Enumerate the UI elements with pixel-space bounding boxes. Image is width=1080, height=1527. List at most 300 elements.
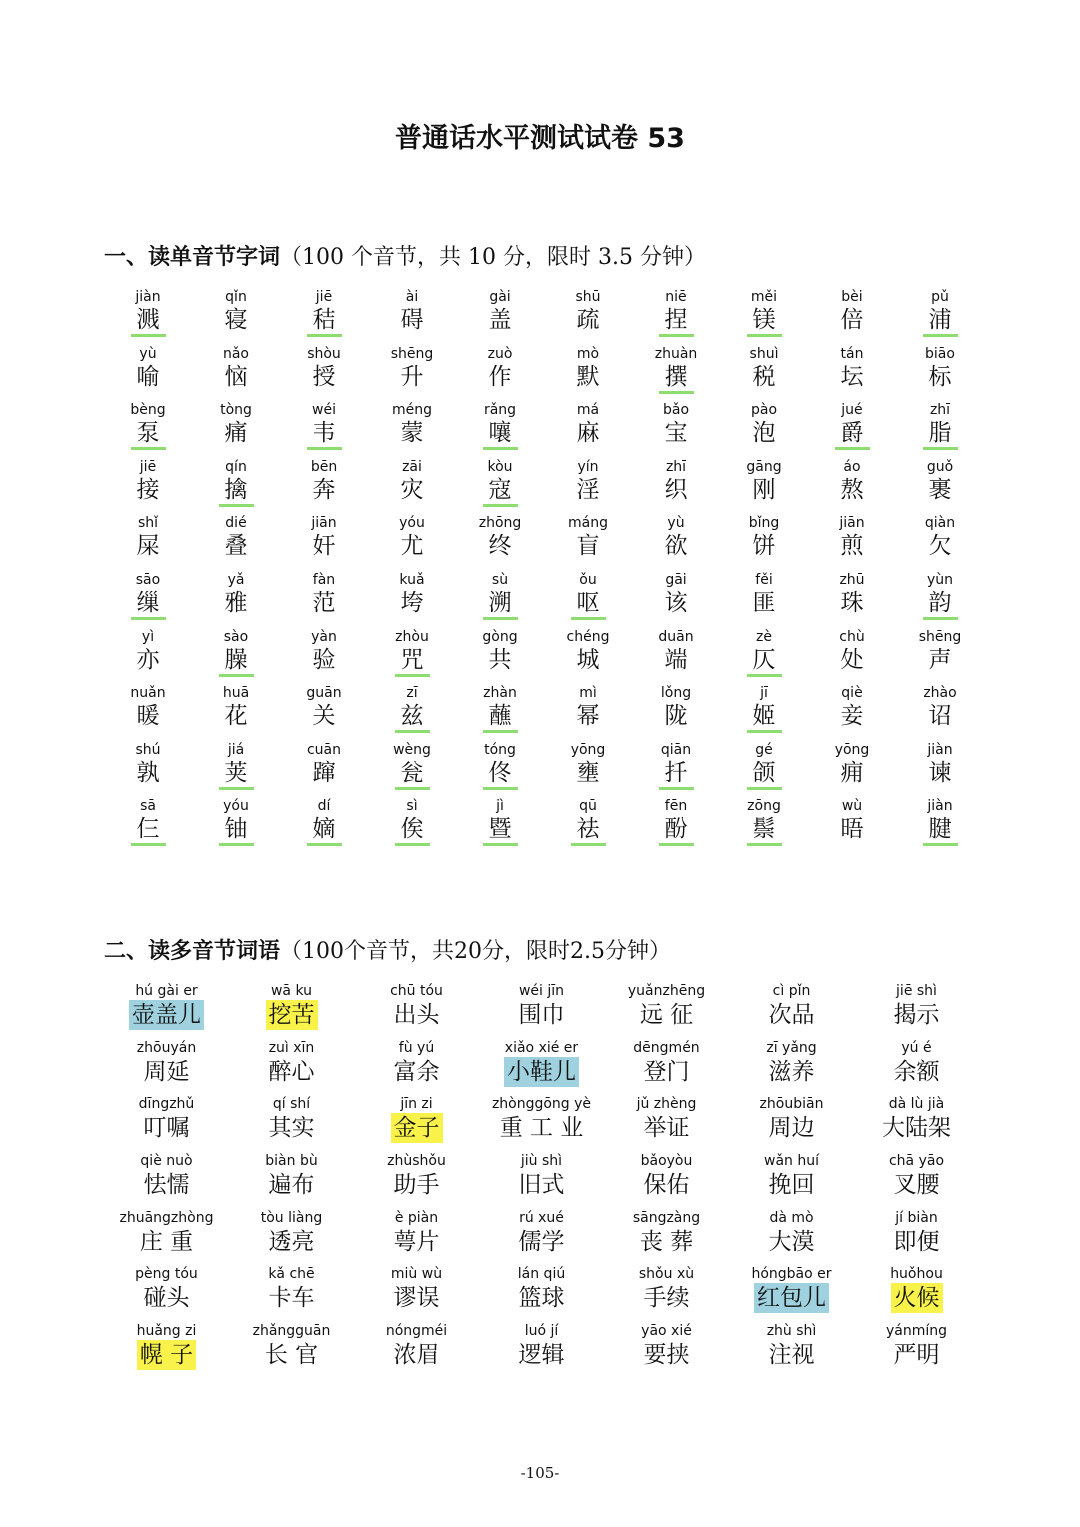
pinyin: chéng bbox=[566, 628, 610, 645]
char-cell bbox=[896, 401, 984, 458]
pinyin: wǎn huí bbox=[764, 1153, 819, 1170]
char-cell bbox=[808, 684, 896, 741]
pinyin: gāi bbox=[665, 571, 687, 588]
hanzi: 喻 bbox=[136, 363, 160, 390]
pinyin: qiè nuò bbox=[140, 1153, 193, 1170]
hanzi: 俟 bbox=[395, 815, 430, 846]
pinyin: dēngmén bbox=[633, 1039, 700, 1056]
char-cell bbox=[632, 571, 720, 628]
pinyin: yuǎnzhēng bbox=[627, 983, 706, 999]
word-cell bbox=[229, 1152, 354, 1209]
hanzi: 验 bbox=[312, 646, 336, 673]
pinyin: jiān bbox=[839, 515, 865, 532]
word: 出头 bbox=[393, 1002, 440, 1028]
word: 遍布 bbox=[268, 1172, 315, 1199]
word: 围巾 bbox=[518, 1002, 565, 1028]
hanzi: 亦 bbox=[136, 646, 160, 673]
word-cell bbox=[354, 1039, 479, 1096]
hanzi: 呕 bbox=[571, 589, 606, 620]
pinyin: hóngbāo er bbox=[751, 1266, 832, 1283]
word-row bbox=[104, 1322, 979, 1379]
hanzi: 倍 bbox=[840, 307, 864, 333]
char-row bbox=[104, 684, 984, 741]
char-cell bbox=[456, 797, 544, 854]
word-cell bbox=[354, 982, 479, 1039]
pinyin: jiàn bbox=[927, 798, 953, 815]
pinyin: shǒu xù bbox=[638, 1266, 695, 1283]
hanzi: 秸 bbox=[307, 306, 342, 337]
hanzi: 泵 bbox=[131, 419, 166, 450]
pinyin: jiān bbox=[311, 515, 337, 532]
word-cell bbox=[479, 1152, 604, 1209]
word-cell bbox=[229, 1265, 354, 1322]
char-cell bbox=[632, 345, 720, 402]
char-cell bbox=[632, 684, 720, 741]
char-cell bbox=[104, 514, 192, 571]
char-row bbox=[104, 458, 984, 515]
char-cell bbox=[632, 628, 720, 685]
section1-heading bbox=[104, 240, 706, 271]
word-cell bbox=[854, 1209, 979, 1266]
hanzi: 匪 bbox=[752, 589, 776, 616]
hanzi: 溅 bbox=[131, 306, 166, 337]
word-cell bbox=[229, 982, 354, 1039]
word: 长 官 bbox=[264, 1342, 319, 1369]
char-cell bbox=[896, 741, 984, 798]
char-cell bbox=[280, 684, 368, 741]
hanzi: 诏 bbox=[928, 703, 952, 730]
word-cell bbox=[604, 1322, 729, 1379]
pinyin: yāo xié bbox=[641, 1323, 692, 1340]
word: 醉心 bbox=[268, 1058, 315, 1085]
pinyin: yù bbox=[139, 345, 157, 362]
pinyin: yù bbox=[667, 515, 685, 532]
word-cell bbox=[604, 1095, 729, 1152]
hanzi: 升 bbox=[400, 363, 424, 390]
pinyin: bèi bbox=[841, 289, 863, 305]
char-cell bbox=[192, 628, 280, 685]
hanzi: 晤 bbox=[840, 816, 864, 843]
char-cell bbox=[544, 628, 632, 685]
single-syllable-grid bbox=[104, 288, 984, 854]
hanzi: 饼 bbox=[752, 533, 776, 560]
hanzi: 宝 bbox=[664, 420, 688, 447]
word: 周边 bbox=[768, 1115, 815, 1142]
pinyin: mì bbox=[579, 685, 597, 702]
hanzi: 盲 bbox=[576, 533, 600, 560]
hanzi: 税 bbox=[752, 363, 776, 390]
hanzi: 灾 bbox=[400, 476, 424, 503]
char-cell bbox=[456, 741, 544, 798]
word: 碰头 bbox=[143, 1285, 190, 1312]
hanzi: 接 bbox=[136, 476, 160, 503]
char-cell bbox=[280, 401, 368, 458]
hanzi: 谏 bbox=[928, 759, 952, 786]
pinyin: jiē bbox=[139, 458, 157, 475]
hanzi: 痛 bbox=[224, 420, 248, 447]
char-row bbox=[104, 628, 984, 685]
hanzi: 铀 bbox=[219, 815, 254, 846]
hanzi: 坛 bbox=[840, 363, 864, 390]
word: 谬误 bbox=[393, 1285, 440, 1312]
char-cell bbox=[104, 288, 192, 345]
hanzi: 欠 bbox=[928, 533, 952, 560]
char-cell bbox=[280, 797, 368, 854]
hanzi: 蒙 bbox=[400, 420, 424, 447]
pinyin: zuò bbox=[487, 345, 513, 362]
hanzi: 珠 bbox=[840, 589, 864, 616]
word: 透亮 bbox=[268, 1228, 315, 1255]
word: 怯懦 bbox=[143, 1172, 190, 1199]
hanzi: 声 bbox=[928, 646, 952, 673]
hanzi: 刚 bbox=[752, 476, 776, 503]
pinyin: qiàn bbox=[924, 515, 956, 532]
pinyin: mò bbox=[576, 345, 600, 362]
pinyin: bǐng bbox=[748, 515, 780, 532]
char-cell bbox=[896, 571, 984, 628]
word-cell bbox=[229, 1209, 354, 1266]
hanzi: 幂 bbox=[576, 703, 600, 730]
hanzi: 花 bbox=[224, 703, 248, 730]
word-cell bbox=[604, 1209, 729, 1266]
pinyin: máng bbox=[568, 515, 608, 532]
char-cell bbox=[456, 628, 544, 685]
char-cell bbox=[720, 571, 808, 628]
char-cell bbox=[720, 458, 808, 515]
hanzi: 仨 bbox=[131, 815, 166, 846]
hanzi: 熬 bbox=[840, 476, 864, 503]
word-cell bbox=[854, 1039, 979, 1096]
hanzi: 屎 bbox=[136, 533, 160, 560]
pinyin: tóng bbox=[484, 741, 516, 758]
hanzi: 奸 bbox=[312, 533, 336, 560]
hanzi: 嚷 bbox=[483, 419, 518, 450]
char-cell bbox=[368, 797, 456, 854]
pinyin: pǔ bbox=[931, 289, 949, 305]
pinyin: zuì xīn bbox=[268, 1039, 315, 1056]
char-cell bbox=[896, 514, 984, 571]
pinyin: zī yǎng bbox=[766, 1039, 817, 1056]
char-cell bbox=[544, 458, 632, 515]
char-row bbox=[104, 741, 984, 798]
char-cell bbox=[544, 288, 632, 345]
char-cell bbox=[456, 514, 544, 571]
word-row bbox=[104, 1209, 979, 1266]
hanzi: 雅 bbox=[224, 589, 248, 616]
pinyin: jiá bbox=[227, 741, 245, 758]
word: 卡车 bbox=[268, 1285, 315, 1312]
word: 要挟 bbox=[643, 1342, 690, 1369]
pinyin: chū tóu bbox=[390, 983, 443, 999]
word: 周延 bbox=[143, 1058, 190, 1085]
word-cell bbox=[479, 1095, 604, 1152]
pinyin: zāi bbox=[402, 458, 422, 475]
char-cell bbox=[808, 514, 896, 571]
pinyin: gài bbox=[489, 289, 511, 305]
pinyin: dí bbox=[317, 798, 331, 815]
char-cell bbox=[280, 628, 368, 685]
pinyin: zhù shì bbox=[766, 1323, 817, 1340]
pinyin: chā yāo bbox=[888, 1153, 945, 1170]
hanzi: 垮 bbox=[400, 589, 424, 616]
pinyin: yì bbox=[141, 628, 155, 645]
pinyin: ǒu bbox=[579, 571, 597, 588]
hanzi: 麻 bbox=[576, 420, 600, 447]
char-cell bbox=[456, 684, 544, 741]
hanzi: 寇 bbox=[483, 476, 518, 507]
word-cell bbox=[479, 1265, 604, 1322]
word: 余额 bbox=[893, 1058, 940, 1085]
char-row bbox=[104, 514, 984, 571]
pinyin: yùn bbox=[926, 571, 954, 588]
char-cell bbox=[280, 514, 368, 571]
char-cell bbox=[104, 741, 192, 798]
pinyin: bǎoyòu bbox=[640, 1153, 693, 1170]
word: 篮球 bbox=[518, 1285, 565, 1312]
hanzi: 壅 bbox=[576, 759, 600, 786]
char-cell bbox=[104, 571, 192, 628]
pinyin: yín bbox=[577, 458, 599, 475]
char-cell bbox=[280, 741, 368, 798]
pinyin: yōng bbox=[834, 741, 870, 758]
word-cell bbox=[104, 1095, 229, 1152]
pinyin: yàn bbox=[311, 628, 337, 645]
word-cell bbox=[479, 1322, 604, 1379]
word-cell bbox=[854, 1152, 979, 1209]
char-cell bbox=[456, 345, 544, 402]
pinyin: zhī bbox=[929, 402, 951, 419]
char-cell bbox=[896, 458, 984, 515]
word-cell bbox=[104, 1152, 229, 1209]
pinyin: má bbox=[576, 402, 600, 419]
pinyin: yóu bbox=[399, 515, 425, 532]
word-cell bbox=[104, 1209, 229, 1266]
char-cell bbox=[896, 628, 984, 685]
word-cell bbox=[354, 1152, 479, 1209]
pinyin: xiǎo xié er bbox=[504, 1039, 579, 1056]
word-row bbox=[104, 1152, 979, 1209]
hanzi: 疏 bbox=[576, 307, 600, 333]
word: 次品 bbox=[768, 1002, 815, 1028]
pinyin: zhǎngguān bbox=[252, 1323, 331, 1340]
pinyin: qí shí bbox=[272, 1096, 311, 1113]
pinyin: méng bbox=[391, 402, 432, 419]
pinyin: jiàn bbox=[135, 289, 161, 305]
pinyin: jì bbox=[496, 798, 504, 815]
pinyin: qǐn bbox=[225, 289, 247, 305]
hanzi: 擒 bbox=[219, 476, 254, 507]
word-cell bbox=[729, 1039, 854, 1096]
char-cell bbox=[104, 628, 192, 685]
pinyin: zī bbox=[406, 685, 418, 702]
pinyin: zè bbox=[756, 628, 772, 645]
pinyin: biāo bbox=[925, 345, 955, 362]
char-cell bbox=[808, 288, 896, 345]
hanzi: 授 bbox=[312, 363, 336, 390]
pinyin: jiù shì bbox=[520, 1153, 563, 1170]
hanzi: 处 bbox=[840, 646, 864, 673]
pinyin: yú é bbox=[901, 1039, 932, 1056]
char-row bbox=[104, 401, 984, 458]
char-cell bbox=[104, 401, 192, 458]
pinyin: yōng bbox=[570, 741, 606, 758]
word: 注视 bbox=[768, 1342, 815, 1369]
pinyin: kuǎ bbox=[399, 571, 425, 588]
word: 叉腰 bbox=[893, 1172, 940, 1199]
hanzi: 泡 bbox=[752, 420, 776, 447]
hanzi: 默 bbox=[576, 363, 600, 390]
hanzi: 共 bbox=[488, 646, 512, 673]
char-cell bbox=[368, 401, 456, 458]
pinyin: zhōng bbox=[478, 515, 522, 532]
hanzi: 叠 bbox=[224, 533, 248, 560]
hanzi: 痈 bbox=[840, 759, 864, 786]
char-cell bbox=[368, 514, 456, 571]
hanzi: 臊 bbox=[219, 646, 254, 677]
hanzi: 兹 bbox=[395, 702, 430, 733]
word-cell bbox=[354, 1265, 479, 1322]
char-cell bbox=[544, 345, 632, 402]
pinyin: rú xué bbox=[519, 1209, 564, 1226]
pinyin: niē bbox=[665, 289, 687, 305]
char-cell bbox=[808, 797, 896, 854]
char-cell bbox=[192, 401, 280, 458]
pinyin: cì pǐn bbox=[772, 983, 811, 999]
char-cell bbox=[720, 797, 808, 854]
pinyin: shēng bbox=[390, 345, 434, 362]
pinyin: pèng tóu bbox=[135, 1266, 198, 1283]
char-cell bbox=[720, 741, 808, 798]
char-cell bbox=[280, 458, 368, 515]
char-cell bbox=[192, 741, 280, 798]
hanzi: 扦 bbox=[659, 759, 694, 790]
pinyin: zhū bbox=[839, 571, 865, 588]
pinyin: miù wù bbox=[390, 1266, 443, 1283]
word-cell bbox=[104, 1265, 229, 1322]
pinyin: zhàn bbox=[483, 685, 517, 702]
char-cell bbox=[368, 288, 456, 345]
word-cell bbox=[854, 1265, 979, 1322]
word-row bbox=[104, 1039, 979, 1096]
pinyin: bēn bbox=[310, 458, 338, 475]
hanzi: 瓮 bbox=[395, 759, 430, 790]
pinyin: zhòu bbox=[395, 628, 429, 645]
char-cell bbox=[896, 797, 984, 854]
pinyin: zhùshǒu bbox=[387, 1153, 446, 1170]
pinyin: kòu bbox=[487, 458, 513, 475]
hanzi: 尤 bbox=[400, 533, 424, 560]
hanzi: 作 bbox=[488, 363, 512, 390]
pinyin: yóu bbox=[223, 798, 249, 815]
char-cell bbox=[456, 458, 544, 515]
pinyin: zhōuyán bbox=[136, 1039, 197, 1056]
pinyin: guān bbox=[306, 685, 342, 702]
char-cell bbox=[896, 684, 984, 741]
char-cell bbox=[808, 345, 896, 402]
pinyin: wéi bbox=[312, 402, 336, 419]
word: 挽回 bbox=[768, 1172, 815, 1199]
word: 助手 bbox=[393, 1172, 440, 1199]
hanzi: 暨 bbox=[483, 815, 518, 846]
page-title: 普通话水平测试试卷 53 bbox=[395, 123, 685, 154]
hanzi: 脂 bbox=[923, 419, 958, 450]
char-cell bbox=[544, 797, 632, 854]
hanzi: 佟 bbox=[483, 759, 518, 790]
pinyin: zhī bbox=[665, 458, 687, 475]
hanzi: 寝 bbox=[224, 307, 248, 333]
pinyin: zhuàn bbox=[654, 345, 698, 362]
hanzi: 颌 bbox=[747, 759, 782, 790]
pinyin: shòu bbox=[307, 345, 341, 362]
pinyin: yǎ bbox=[227, 571, 245, 588]
word-cell bbox=[479, 982, 604, 1039]
char-cell bbox=[720, 514, 808, 571]
word-cell bbox=[729, 982, 854, 1039]
hanzi: 裹 bbox=[928, 476, 952, 503]
char-cell bbox=[368, 345, 456, 402]
pinyin: wù bbox=[841, 798, 863, 815]
char-cell bbox=[280, 345, 368, 402]
word: 大漠 bbox=[768, 1228, 815, 1255]
char-cell bbox=[896, 345, 984, 402]
char-cell bbox=[632, 797, 720, 854]
word: 登门 bbox=[643, 1058, 690, 1085]
pinyin: fàn bbox=[312, 571, 336, 588]
pinyin: nuǎn bbox=[130, 685, 166, 702]
section1-heading-label: 一、读单音节字词 bbox=[104, 245, 281, 270]
word-cell bbox=[854, 982, 979, 1039]
hanzi: 标 bbox=[928, 363, 952, 390]
hanzi: 范 bbox=[312, 589, 336, 616]
word: 重 工 业 bbox=[499, 1115, 584, 1142]
pinyin: rǎng bbox=[483, 402, 517, 419]
pinyin: bèng bbox=[130, 402, 166, 419]
section1-heading-note: （100 个音节，共 10 分，限时 3.5 分钟） bbox=[280, 245, 706, 270]
pinyin: jiē shì bbox=[896, 983, 937, 999]
word: 萼片 bbox=[393, 1228, 440, 1255]
pinyin: wéi jīn bbox=[518, 983, 565, 999]
char-cell bbox=[280, 288, 368, 345]
word: 浓眉 bbox=[393, 1342, 440, 1369]
char-cell bbox=[368, 628, 456, 685]
word-cell bbox=[604, 1152, 729, 1209]
section2-heading bbox=[104, 934, 671, 965]
word: 举证 bbox=[643, 1115, 690, 1142]
hanzi: 镁 bbox=[747, 306, 782, 337]
pinyin: áo bbox=[843, 458, 861, 475]
pinyin: kǎ chē bbox=[268, 1266, 315, 1283]
pinyin: hú gài er bbox=[135, 983, 198, 999]
hanzi: 妾 bbox=[840, 703, 864, 730]
hanzi: 浦 bbox=[923, 306, 958, 337]
word-cell bbox=[104, 1322, 229, 1379]
pinyin: duān bbox=[658, 628, 694, 645]
hanzi: 撰 bbox=[659, 363, 694, 394]
hanzi: 盖 bbox=[488, 307, 512, 333]
char-cell bbox=[632, 401, 720, 458]
hanzi: 织 bbox=[664, 476, 688, 503]
char-cell bbox=[808, 741, 896, 798]
word: 庄 重 bbox=[139, 1228, 194, 1255]
char-cell bbox=[104, 345, 192, 402]
hanzi: 韵 bbox=[923, 589, 958, 620]
hanzi: 恼 bbox=[224, 363, 248, 390]
hanzi: 捏 bbox=[659, 306, 694, 337]
hanzi: 端 bbox=[664, 646, 688, 673]
word-cell bbox=[604, 1265, 729, 1322]
hanzi: 仄 bbox=[747, 646, 782, 677]
word-cell bbox=[854, 1095, 979, 1152]
